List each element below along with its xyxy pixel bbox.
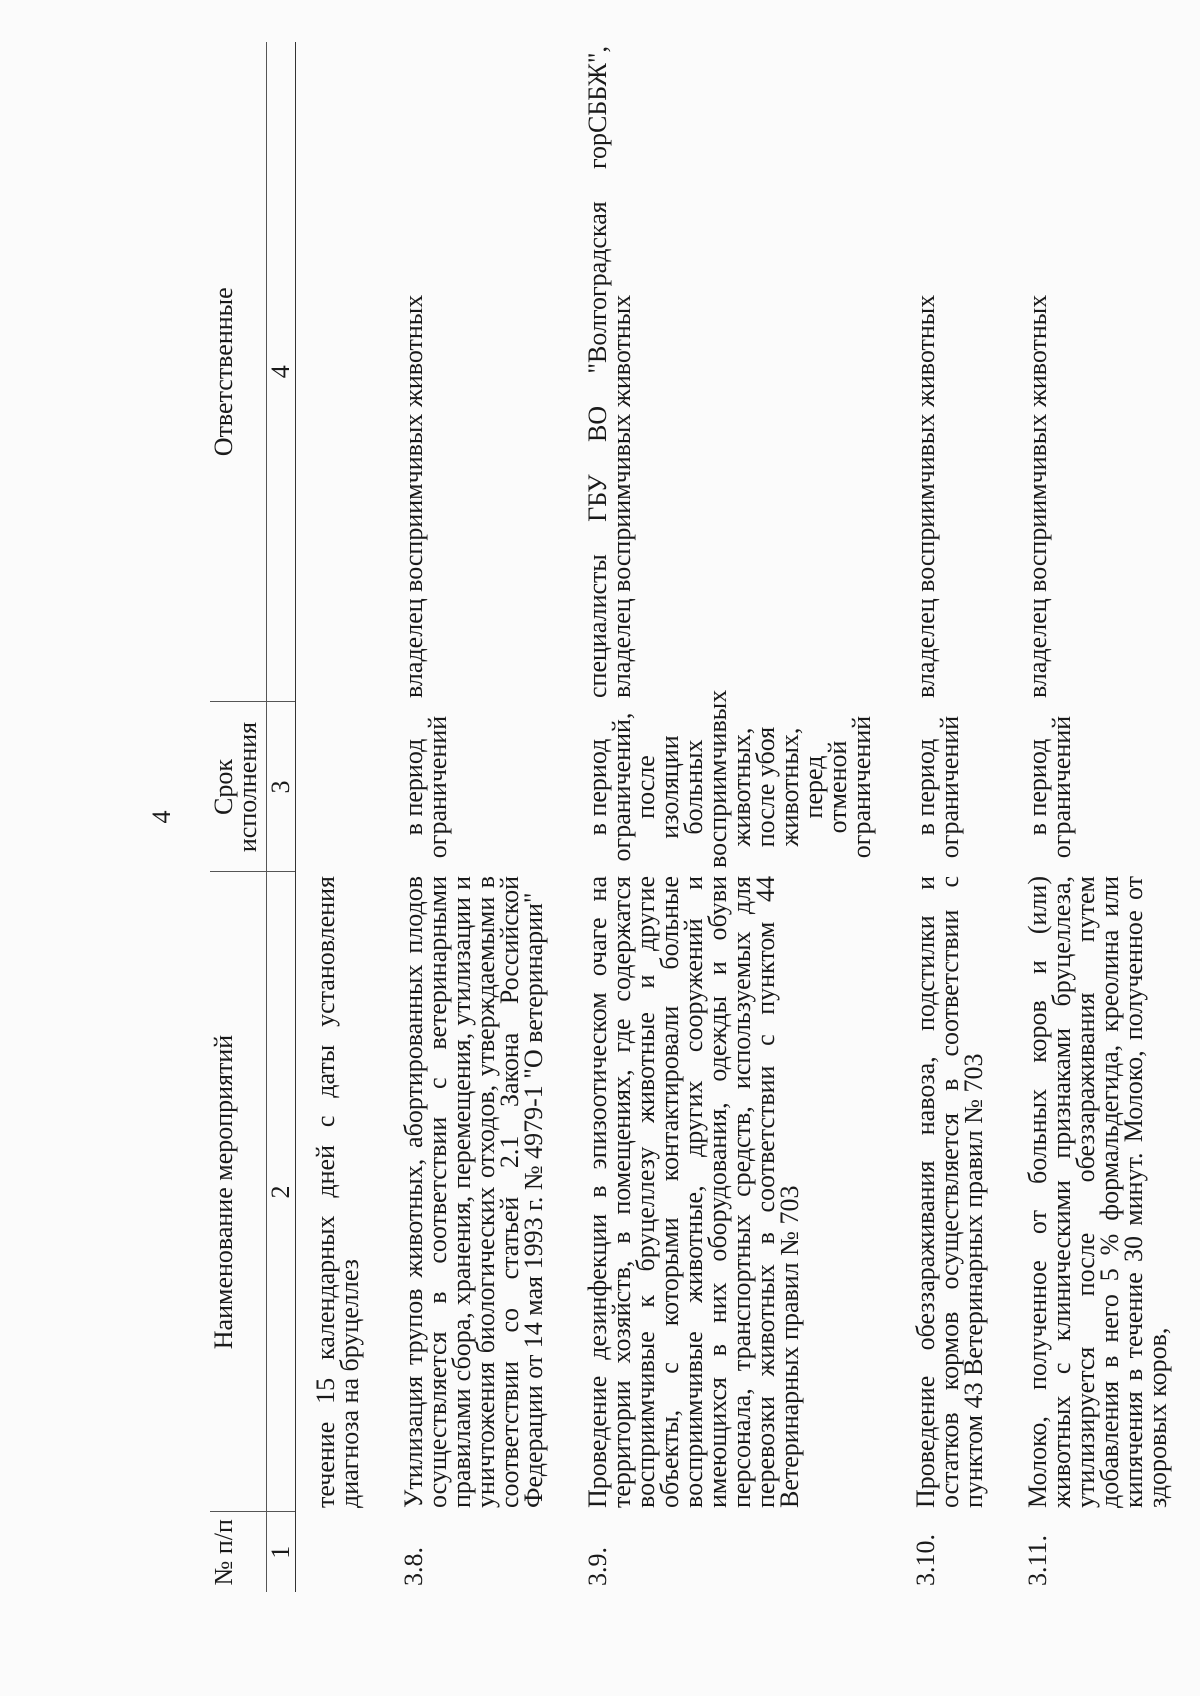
row-measure-name: Молоко, полученное от больных коров и (или) животных с клиническими признаками бруцеллеза, утилизируется после обеззараживания путем добавления в него 5 % формальдегида, креолина или кипячения в течение 30 минут. Молоко, полученное от здоровых коров,	[1023, 876, 1172, 1508]
row-responsible: владелец восприимчивых животных	[1023, 294, 1052, 698]
row-term: в период ограничений	[399, 715, 452, 859]
rotated-sheet	[147, 42, 1172, 1592]
column-number-4: 4	[267, 42, 296, 702]
measures-table	[210, 42, 1170, 1592]
row-number: 3.11.	[1023, 1534, 1052, 1586]
page-number: 4	[147, 810, 176, 824]
row-term: в период ограничений, после изоляции больных восприимчивых животных, после убоя животных, перед отменой ограничений	[583, 689, 876, 868]
table-row	[362, 42, 546, 1592]
row-number: 3.8.	[399, 1547, 428, 1586]
continuation-text: течение 15 календарных дней с даты установления диагноза на бруцеллез	[311, 876, 364, 1508]
column-number-3: 3	[267, 702, 296, 872]
row-term: в период ограничений	[1023, 715, 1076, 859]
row-term: в период ограничений	[911, 715, 964, 859]
table-column-numbers-row	[267, 42, 296, 1592]
row-measure-name: Проведение обеззараживания навоза, подстилки и остатков кормов осуществляется в соответствии с пунктом 43 Ветеринарных правил № 703	[911, 876, 988, 1508]
header-responsible: Ответственные	[210, 42, 267, 702]
row-number: 3.10.	[911, 1534, 940, 1586]
column-number-1: 1	[267, 1512, 296, 1592]
row-responsible: владелец восприимчивых животных	[911, 294, 940, 698]
header-number: № п/п	[209, 1519, 238, 1586]
table-row	[874, 42, 986, 1592]
table-row	[546, 42, 874, 1592]
header-name: Наименование мероприятий	[210, 872, 267, 1512]
table-header-row	[210, 42, 267, 1592]
row-number: 3.9.	[583, 1547, 612, 1586]
row-measure-name: Проведение дезинфекции в эпизоотическом очаге на территории хозяйств, в помещениях, где содержатся восприимчивые к бруцеллезу животные и другие объекты, с которыми контактировали больные восприимчивые животные, других сооружений и имеющихся в них оборудования, одежды и обуви персонала, транспортных средств, используемых для перевозки животных в соответствии с пунктом 44 Ветеринарных правил № 703	[583, 876, 804, 1508]
row-measure-name: Утилизация трупов животных, абортированных плодов осуществляется в соответствии с ветеринарными правилами сбора, хранения, перемещения, утилизации и уничтожения биологических отходов, утверждаемыми в соответствии со статьей 2.1 Закона Российской Федерации от 14 мая 1993 г. № 4979-1 "О ветеринарии"	[399, 876, 548, 1508]
table-row	[986, 42, 1170, 1592]
row-responsible: владелец восприимчивых животных	[399, 294, 428, 698]
table-row-continuation	[296, 42, 363, 1592]
header-term: Срок исполнения	[210, 702, 267, 872]
row-responsible: специалисты ГБУ ВО "Волгоградская горСББЖ", владелец восприимчивых животных	[583, 46, 636, 698]
column-number-2: 2	[267, 872, 296, 1512]
